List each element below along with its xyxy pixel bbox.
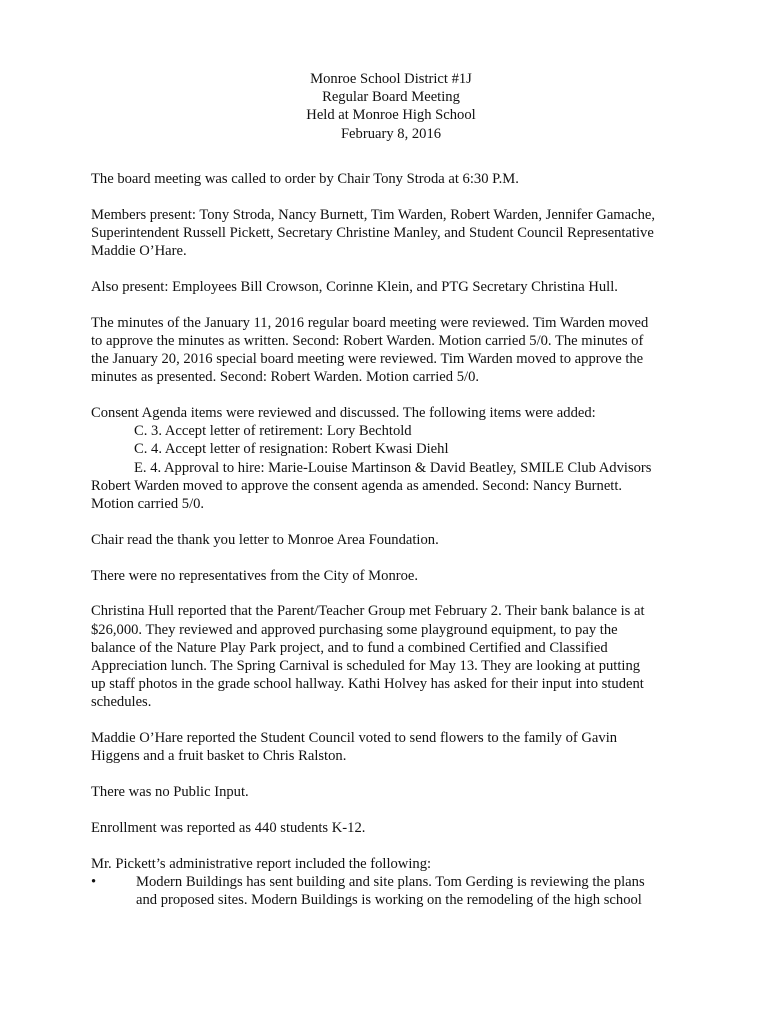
text-line: balance of the Nature Play Park project, and to fund a combined Certified and Classified — [91, 639, 608, 656]
consent-item: E. 4. Approval to hire: Marie-Louise Martinson & David Beatley, SMILE Club Advisors — [134, 459, 652, 476]
minutes-paragraph — [91, 314, 691, 387]
thank-you-paragraph: Chair read the thank you letter to Monroe Area Foundation. — [91, 531, 439, 548]
text-line: schedules. — [91, 694, 152, 711]
bullet-icon: • — [91, 874, 97, 891]
student-council-paragraph — [91, 729, 691, 765]
text-line: Mr. Pickett’s administrative report included the following: — [91, 855, 432, 872]
city-paragraph: There were no representatives from the City of Monroe. — [91, 567, 419, 584]
document-heading — [91, 70, 691, 143]
text-line: the January 20, 2016 special board meeting were reviewed. Tim Warden moved to approve the — [91, 351, 644, 368]
text-line: Higgens and a fruit basket to Chris Ralston. — [91, 748, 347, 765]
text-line: minutes as presented. Second: Robert Warden. Motion carried 5/0. — [91, 369, 480, 386]
text-line: The minutes of the January 11, 2016 regular board meeting were reviewed. Tim Warden moved — [91, 314, 649, 331]
consent-item: C. 3. Accept letter of retirement: Lory Bechtold — [134, 423, 412, 440]
text-line: up staff photos in the grade school hallway. Kathi Holvey has asked for their input into student — [91, 676, 644, 693]
district-name: Monroe School District #1J — [310, 71, 472, 87]
text-line: $26,000. They reviewed and approved purchasing some playground equipment, to pay the — [91, 621, 618, 638]
text-line: Christina Hull reported that the Parent/Teacher Group met February 2. Their bank balance is at — [91, 603, 645, 620]
consent-item: C. 4. Accept letter of resignation: Robert Kwasi Diehl — [134, 441, 449, 458]
bullet-text — [136, 873, 691, 909]
public-input-paragraph: There was no Public Input. — [91, 784, 249, 801]
meeting-location: Held at Monroe High School — [306, 107, 476, 124]
text-line: and proposed sites. Modern Buildings is working on the remodeling of the high school — [136, 892, 642, 909]
text-line: to approve the minutes as written. Second: Robert Warden. Motion carried 5/0. The minutes of — [91, 332, 644, 349]
enrollment-paragraph: Enrollment was reported as 440 students K-12. — [91, 820, 366, 837]
text-line: Appreciation lunch. The Spring Carnival is scheduled for May 13. They are looking at putting — [91, 658, 641, 675]
text-line: Maddie O’Hare reported the Student Council voted to send flowers to the family of Gavin — [91, 730, 618, 747]
also-present-paragraph: Also present: Employees Bill Crowson, Corinne Klein, and PTG Secretary Christina Hull. — [91, 278, 618, 295]
document-page — [91, 70, 691, 909]
text-line: Maddie O’Hare. — [91, 243, 187, 260]
text-line: Superintendent Russell Pickett, Secretary Christine Manley, and Student Council Representative — [91, 224, 654, 241]
meeting-type: Regular Board Meeting — [322, 89, 460, 106]
consent-agenda-paragraph — [91, 404, 691, 513]
text-line: Robert Warden moved to approve the consent agenda as amended. Second: Nancy Burnett. — [91, 477, 623, 494]
ptg-report-paragraph — [91, 602, 691, 711]
text-line: Motion carried 5/0. — [91, 496, 205, 513]
call-to-order-paragraph: The board meeting was called to order by Chair Tony Stroda at 6:30 P.M. — [91, 170, 519, 187]
bullet-item — [91, 873, 691, 909]
admin-report-section — [91, 855, 691, 910]
members-present-paragraph — [91, 206, 691, 261]
text-line: Modern Buildings has sent building and site plans. Tom Gerding is reviewing the plans — [136, 874, 645, 891]
text-line: Consent Agenda items were reviewed and discussed. The following items were added: — [91, 405, 596, 422]
text-line: Members present: Tony Stroda, Nancy Burnett, Tim Warden, Robert Warden, Jennifer Gamache, — [91, 206, 656, 223]
meeting-date: February 8, 2016 — [340, 125, 442, 142]
